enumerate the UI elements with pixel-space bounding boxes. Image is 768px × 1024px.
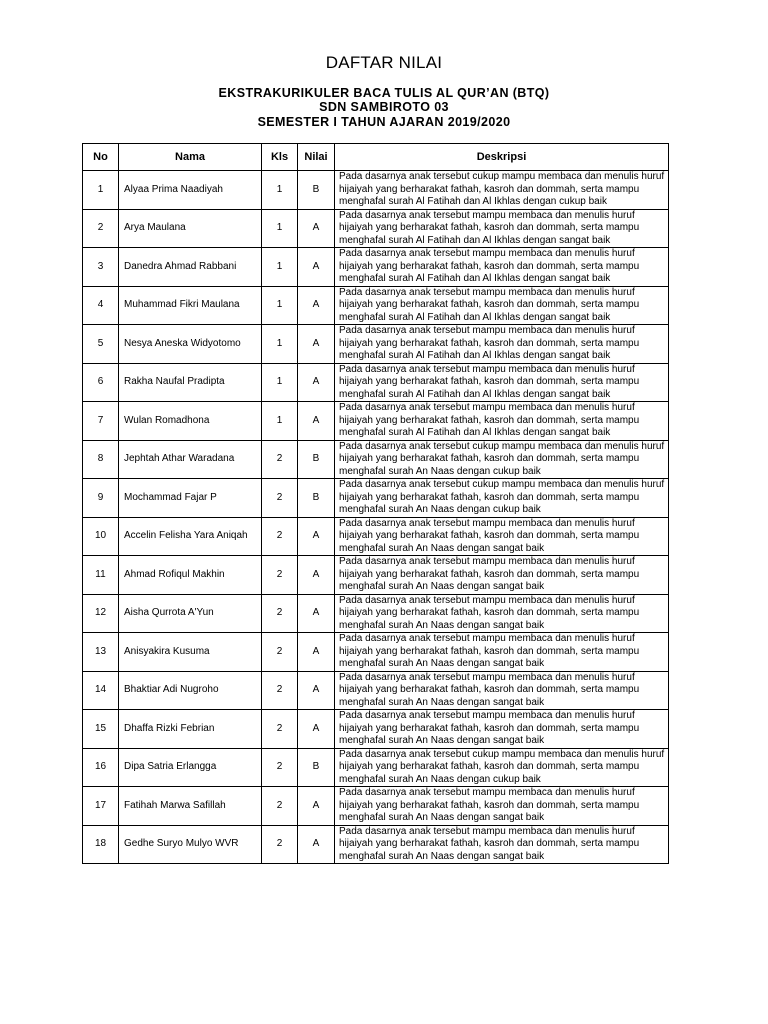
cell-nama: Gedhe Suryo Mulyo WVR (119, 825, 262, 864)
table-row (83, 633, 669, 672)
table-row (83, 286, 669, 325)
col-header-deskripsi: Deskripsi (335, 144, 669, 171)
cell-kls: 1 (262, 363, 298, 402)
cell-nama: Ahmad Rofiqul Makhin (119, 556, 262, 595)
cell-deskripsi: Pada dasarnya anak tersebut mampu membaca dan menulis huruf hijaiyah yang berharakat fathah, kasroh dan dommah, serta mampu menghafal surah An Naas dengan sangat baik (335, 710, 669, 749)
cell-nilai: A (298, 209, 335, 248)
table-row (83, 710, 669, 749)
table-row (83, 248, 669, 287)
cell-kls: 2 (262, 556, 298, 595)
cell-nilai: B (298, 748, 335, 787)
cell-nilai: A (298, 671, 335, 710)
cell-nilai: A (298, 286, 335, 325)
grades-table (82, 143, 669, 864)
cell-nama: Arya Maulana (119, 209, 262, 248)
page-title: DAFTAR NILAI (325, 53, 443, 72)
col-header-no: No (83, 144, 119, 171)
table-row (83, 171, 669, 210)
table-row (83, 748, 669, 787)
cell-nilai: B (298, 440, 335, 479)
cell-nilai: B (298, 171, 335, 210)
cell-no: 14 (83, 671, 119, 710)
cell-nama: Jephtah Athar Waradana (119, 440, 262, 479)
col-header-kls: Kls (262, 144, 298, 171)
table-header (83, 144, 669, 171)
cell-nama: Mochammad Fajar P (119, 479, 262, 518)
cell-deskripsi: Pada dasarnya anak tersebut mampu membaca dan menulis huruf hijaiyah yang berharakat fathah, kasroh dan dommah, serta mampu menghafal surah Al Fatihah dan Al Ikhlas dengan sangat baik (335, 209, 669, 248)
table-row (83, 825, 669, 864)
cell-deskripsi: Pada dasarnya anak tersebut mampu membaca dan menulis huruf hijaiyah yang berharakat fathah, kasroh dan dommah, serta mampu menghafal surah An Naas dengan sangat baik (335, 825, 669, 864)
cell-deskripsi: Pada dasarnya anak tersebut cukup mampu membaca dan menulis huruf hijaiyah yang berharakat fathah, kasroh dan dommah, serta mampu menghafal surah Al Fatihah dan Al Ikhlas dengan cukup baik (335, 171, 669, 210)
cell-no: 6 (83, 363, 119, 402)
cell-nilai: A (298, 633, 335, 672)
cell-deskripsi: Pada dasarnya anak tersebut mampu membaca dan menulis huruf hijaiyah yang berharakat fathah, kasroh dan dommah, serta mampu menghafal surah An Naas dengan sangat baik (335, 517, 669, 556)
cell-kls: 2 (262, 517, 298, 556)
cell-no: 5 (83, 325, 119, 364)
col-header-nilai: Nilai (298, 144, 335, 171)
subtitle-school: SDN SAMBIROTO 03 (319, 100, 449, 114)
cell-no: 12 (83, 594, 119, 633)
cell-deskripsi: Pada dasarnya anak tersebut mampu membaca dan menulis huruf hijaiyah yang berharakat fathah, kasroh dan dommah, serta mampu menghafal surah Al Fatihah dan Al Ikhlas dengan sangat baik (335, 248, 669, 287)
cell-no: 13 (83, 633, 119, 672)
cell-kls: 2 (262, 594, 298, 633)
header-row (83, 144, 669, 171)
cell-deskripsi: Pada dasarnya anak tersebut mampu membaca dan menulis huruf hijaiyah yang berharakat fathah, kasroh dan dommah, serta mampu menghafal surah An Naas dengan sangat baik (335, 594, 669, 633)
subtitle-program: EKSTRAKURIKULER BACA TULIS AL QUR’AN (BTQ) (218, 86, 550, 100)
table-row (83, 479, 669, 518)
cell-nama: Aisha Qurrota A'Yun (119, 594, 262, 633)
cell-deskripsi: Pada dasarnya anak tersebut mampu membaca dan menulis huruf hijaiyah yang berharakat fathah, kasroh dan dommah, serta mampu menghafal surah Al Fatihah dan Al Ikhlas dengan sangat baik (335, 363, 669, 402)
cell-deskripsi: Pada dasarnya anak tersebut mampu membaca dan menulis huruf hijaiyah yang berharakat fathah, kasroh dan dommah, serta mampu menghafal surah An Naas dengan sangat baik (335, 671, 669, 710)
cell-deskripsi: Pada dasarnya anak tersebut mampu membaca dan menulis huruf hijaiyah yang berharakat fathah, kasroh dan dommah, serta mampu menghafal surah An Naas dengan sangat baik (335, 556, 669, 595)
cell-nama: Wulan Romadhona (119, 402, 262, 441)
cell-no: 11 (83, 556, 119, 595)
cell-nama: Dhaffa Rizki Febrian (119, 710, 262, 749)
cell-no: 7 (83, 402, 119, 441)
cell-nilai: A (298, 787, 335, 826)
cell-nilai: A (298, 556, 335, 595)
cell-nilai: A (298, 363, 335, 402)
cell-nilai: A (298, 825, 335, 864)
cell-nilai: A (298, 325, 335, 364)
cell-no: 15 (83, 710, 119, 749)
table-row (83, 556, 669, 595)
table-row (83, 209, 669, 248)
cell-kls: 2 (262, 787, 298, 826)
cell-kls: 1 (262, 325, 298, 364)
cell-kls: 2 (262, 710, 298, 749)
cell-kls: 1 (262, 286, 298, 325)
cell-nilai: A (298, 248, 335, 287)
cell-deskripsi: Pada dasarnya anak tersebut cukup mampu membaca dan menulis huruf hijaiyah yang berharakat fathah, kasroh dan dommah, serta mampu menghafal surah An Naas dengan cukup baik (335, 748, 669, 787)
cell-nilai: A (298, 594, 335, 633)
cell-deskripsi: Pada dasarnya anak tersebut mampu membaca dan menulis huruf hijaiyah yang berharakat fathah, kasroh dan dommah, serta mampu menghafal surah Al Fatihah dan Al Ikhlas dengan sangat baik (335, 286, 669, 325)
cell-nilai: A (298, 402, 335, 441)
table-row (83, 402, 669, 441)
table-row (83, 594, 669, 633)
table-row (83, 363, 669, 402)
table-body (83, 171, 669, 864)
cell-nama: Dipa Satria Erlangga (119, 748, 262, 787)
cell-kls: 1 (262, 402, 298, 441)
cell-kls: 2 (262, 671, 298, 710)
cell-no: 9 (83, 479, 119, 518)
cell-no: 8 (83, 440, 119, 479)
cell-deskripsi: Pada dasarnya anak tersebut cukup mampu membaca dan menulis huruf hijaiyah yang berharakat fathah, kasroh dan dommah, serta mampu menghafal surah An Naas dengan cukup baik (335, 479, 669, 518)
cell-nama: Accelin Felisha Yara Aniqah (119, 517, 262, 556)
cell-no: 18 (83, 825, 119, 864)
cell-no: 2 (83, 209, 119, 248)
cell-nama: Nesya Aneska Widyotomo (119, 325, 262, 364)
cell-deskripsi: Pada dasarnya anak tersebut mampu membaca dan menulis huruf hijaiyah yang berharakat fathah, kasroh dan dommah, serta mampu menghafal surah An Naas dengan sangat baik (335, 787, 669, 826)
cell-nama: Alyaa Prima Naadiyah (119, 171, 262, 210)
cell-kls: 2 (262, 479, 298, 518)
cell-no: 3 (83, 248, 119, 287)
cell-nama: Anisyakira Kusuma (119, 633, 262, 672)
table-row (83, 325, 669, 364)
table-row (83, 787, 669, 826)
cell-kls: 2 (262, 633, 298, 672)
cell-no: 16 (83, 748, 119, 787)
cell-kls: 2 (262, 440, 298, 479)
cell-nilai: A (298, 517, 335, 556)
cell-deskripsi: Pada dasarnya anak tersebut mampu membaca dan menulis huruf hijaiyah yang berharakat fathah, kasroh dan dommah, serta mampu menghafal surah Al Fatihah dan Al Ikhlas dengan sangat baik (335, 325, 669, 364)
cell-no: 17 (83, 787, 119, 826)
cell-deskripsi: Pada dasarnya anak tersebut mampu membaca dan menulis huruf hijaiyah yang berharakat fathah, kasroh dan dommah, serta mampu menghafal surah Al Fatihah dan Al Ikhlas dengan sangat baik (335, 402, 669, 441)
col-header-nama: Nama (119, 144, 262, 171)
table-row (83, 440, 669, 479)
cell-no: 10 (83, 517, 119, 556)
cell-kls: 1 (262, 171, 298, 210)
cell-nama: Rakha Naufal Pradipta (119, 363, 262, 402)
cell-nilai: B (298, 479, 335, 518)
table-row (83, 671, 669, 710)
cell-kls: 2 (262, 825, 298, 864)
subtitle-semester: SEMESTER I TAHUN AJARAN 2019/2020 (257, 115, 511, 129)
cell-nama: Danedra Ahmad Rabbani (119, 248, 262, 287)
cell-no: 4 (83, 286, 119, 325)
table-row (83, 517, 669, 556)
cell-nama: Fatihah Marwa Safillah (119, 787, 262, 826)
cell-nama: Bhaktiar Adi Nugroho (119, 671, 262, 710)
cell-deskripsi: Pada dasarnya anak tersebut mampu membaca dan menulis huruf hijaiyah yang berharakat fathah, kasroh dan dommah, serta mampu menghafal surah An Naas dengan sangat baik (335, 633, 669, 672)
cell-no: 1 (83, 171, 119, 210)
cell-nilai: A (298, 710, 335, 749)
cell-kls: 2 (262, 748, 298, 787)
cell-kls: 1 (262, 248, 298, 287)
cell-deskripsi: Pada dasarnya anak tersebut cukup mampu membaca dan menulis huruf hijaiyah yang berharakat fathah, kasroh dan dommah, serta mampu menghafal surah An Naas dengan cukup baik (335, 440, 669, 479)
cell-nama: Muhammad Fikri Maulana (119, 286, 262, 325)
cell-kls: 1 (262, 209, 298, 248)
